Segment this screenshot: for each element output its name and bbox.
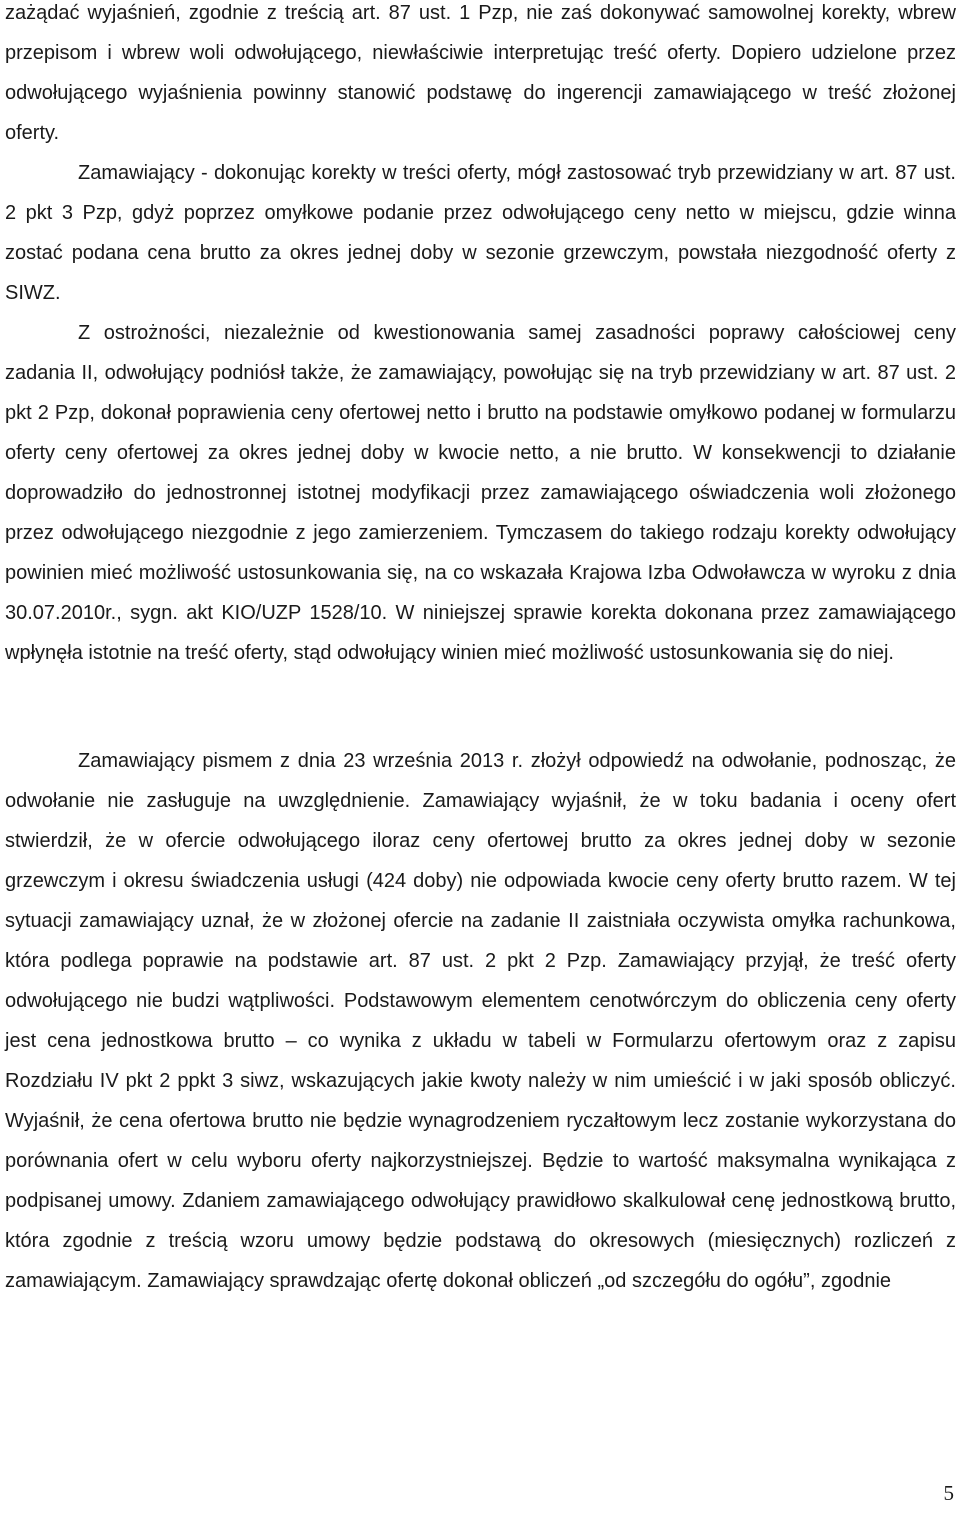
paragraph-4: Zamawiający pismem z dnia 23 września 2013 r. złożył odpowiedź na odwołanie, podnosząc, że odwołanie nie zasługuje na uwzględnienie. Zamawiający wyjaśnił, że w toku badania i oceny ofert stwierdził, że w ofercie odwołującego iloraz ceny ofertowej brutto za okres jednej doby w sezonie grzewczym i okresu świadczenia usługi (424 doby) nie odpowiada kwocie ceny oferty brutto razem. W tej sytuacji zamawiający uznał, że w złożonej ofercie na zadanie II zaistniała oczywista omyłka rachunkowa, która podlega poprawie na podstawie art. 87 ust. 2 pkt 2 Pzp. Zamawiający przyjął, że treść oferty odwołującego nie budzi wątpliwości. Podstawowym elementem cenotwórczym do obliczenia ceny oferty jest cena jednostkowa brutto – co wynika z układu w tabeli w Formularzu ofertowym oraz z zapisu Rozdziału IV pkt 2 ppkt 3 siwz, wskazujących jakie kwoty należy w nim umieścić i w jaki sposób obliczyć. Wyjaśnił, że cena ofertowa brutto nie będzie wynagrodzeniem ryczałtowym lecz zostanie wykorzystana do porównania ofert w celu wyboru oferty najkorzystniejszej. Będzie to wartość maksymalna wynikająca z podpisanej umowy. Zdaniem zamawiającego odwołujący prawidłowo skalkulował cenę jednostkową brutto, która zgodnie z treścią wzoru umowy będzie podstawą do okresowych (miesięcznych) rozliczeń z zamawiającym. Zamawiający sprawdzając ofertę dokonał obliczeń „od szczegółu do ogółu”, zgodnie xyxy=(5,750,956,1292)
paragraph-1: zażądać wyjaśnień, zgodnie z treścią art. 87 ust. 1 Pzp, nie zaś dokonywać samowolnej korekty, wbrew przepisom i wbrew woli odwołującego, niewłaściwie interpretując treść oferty. Dopiero udzielone przez odwołującego wyjaśnienia powinny stanowić podstawę do ingerencji zamawiającego w treść złożonej oferty. xyxy=(5,2,956,144)
document-page xyxy=(5,0,956,1301)
paragraph-2: Zamawiający - dokonując korekty w treści oferty, mógł zastosować tryb przewidziany w art. 87 ust. 2 pkt 3 Pzp, gdyż poprzez omyłkowe podanie przez odwołującego ceny netto w miejscu, gdzie winna zostać podana cena brutto za okres jednej doby w sezonie grzewczym, powstała niezgodność oferty z SIWZ. xyxy=(5,162,956,304)
page-number: 5 xyxy=(943,1481,954,1505)
paragraph-3: Z ostrożności, niezależnie od kwestionowania samej zasadności poprawy całościowej ceny zadania II, odwołujący podniósł także, że zamawiający, powołując się na tryb przewidziany w art. 87 ust. 2 pkt 2 Pzp, dokonał poprawienia ceny ofertowej netto i brutto na podstawie omyłkowo podanej w formularzu oferty ceny ofertowej za okres jednej doby w kwocie netto, a nie brutto. W konsekwencji to działanie doprowadziło do jednostronnej istotnej modyfikacji przez zamawiającego oświadczenia woli złożonego przez odwołującego niezgodnie z jego zamierzeniem. Tymczasem do takiego rodzaju korekty odwołujący powinien mieć możliwość ustosunkowania się, na co wskazała Krajowa Izba Odwoławcza w wyroku z dnia 30.07.2010r., sygn. akt KIO/UZP 1528/10. W niniejszej sprawie korekta dokonana przez zamawiającego wpłynęła istotnie na treść oferty, stąd odwołujący winien mieć możliwość ustosunkowania się do niej. xyxy=(5,322,956,664)
